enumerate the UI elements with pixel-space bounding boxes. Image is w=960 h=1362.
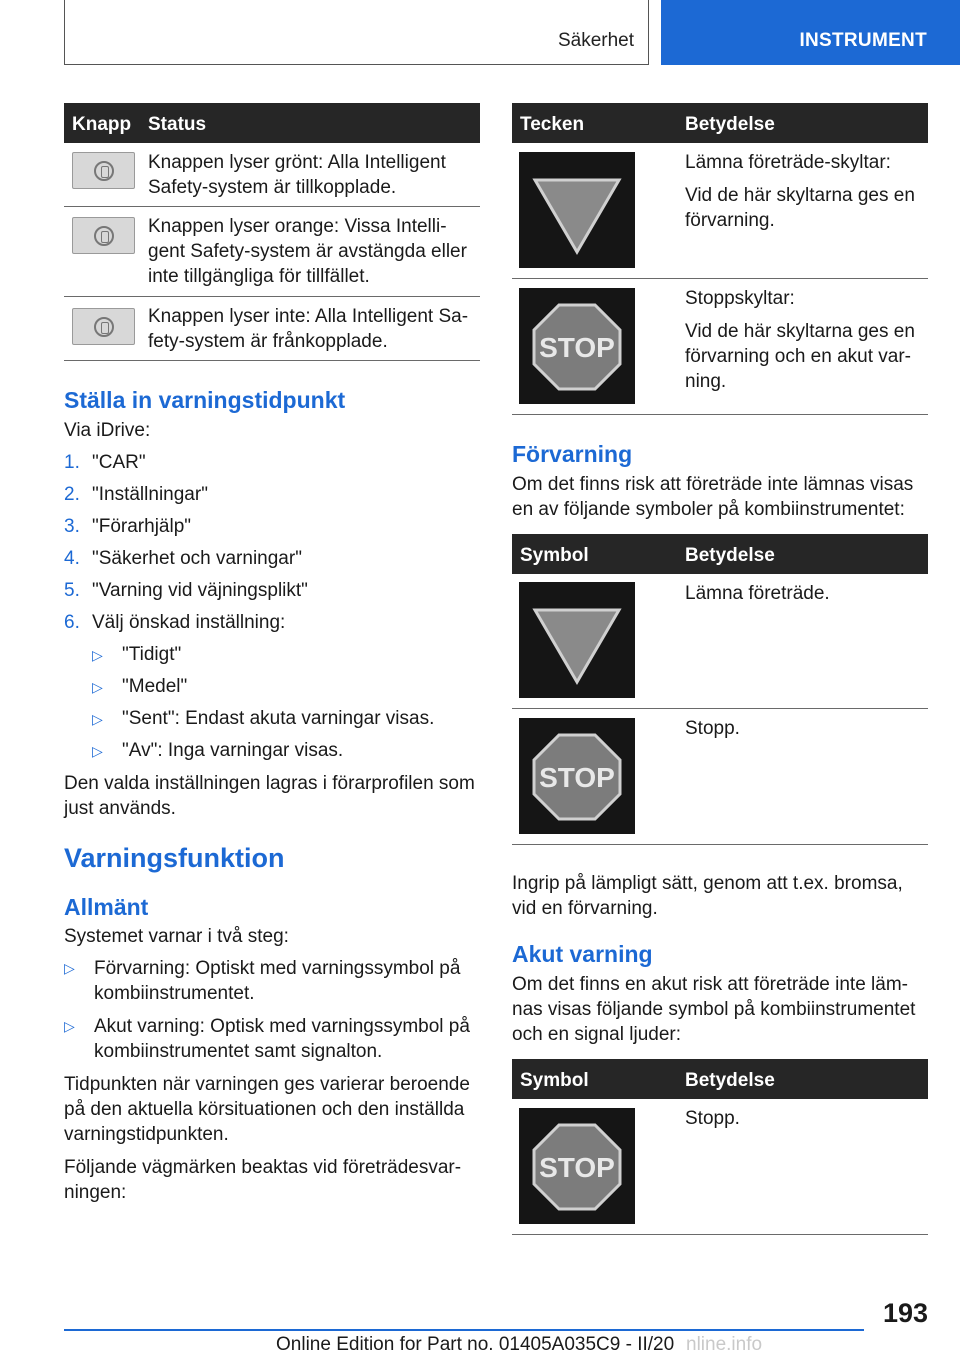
list-item: 6. Välj önskad inställning: xyxy=(64,612,286,633)
footer-edition: Online Edition for Part no. 01405A035C9 - II/20 xyxy=(276,1334,675,1355)
table-row xyxy=(64,143,480,207)
svg-text:STOP: STOP xyxy=(539,762,615,793)
stop-sign-icon xyxy=(519,1108,635,1224)
table-row xyxy=(512,709,928,845)
left-column xyxy=(64,103,480,1205)
function-para-2: Följande vägmärken beaktas vid företrädesvar-ningen: xyxy=(64,1157,462,1203)
table-col-meaning: Betydelse xyxy=(685,1070,775,1091)
table-col-symbol: Symbol xyxy=(520,1070,589,1091)
list-item: 5. "Varning vid väjningsplikt" xyxy=(64,580,308,601)
intelligent-safety-button-icon xyxy=(72,152,135,189)
prewarning-after: Ingrip på lämpligt sätt, genom att t.ex. bromsa, vid en förvarning. xyxy=(512,873,903,919)
table-row xyxy=(512,1099,928,1235)
list-item: 1. "CAR" xyxy=(64,452,146,473)
table-col-meaning: Betydelse xyxy=(685,114,775,135)
row-status-text: Knappen lyser grönt: Alla Intelligent Safety-system är tillkopplade. xyxy=(148,152,446,198)
list-item: ▷ Förvarning: Optiskt med varningssymbol på kombiinstrumentet. xyxy=(64,958,461,1004)
acute-intro: Om det finns en akut risk att företräde inte läm-nas visas följande symbol på kombiinstrumentet och en signal ljuder: xyxy=(512,974,916,1045)
table-row xyxy=(64,207,480,297)
table-row xyxy=(512,143,928,279)
table-col-meaning: Betydelse xyxy=(685,545,775,566)
table-row xyxy=(512,279,928,415)
option-item: ▷ "Tidigt" xyxy=(92,644,182,665)
subsection-title-general: Allmänt xyxy=(64,894,149,920)
header-tab-label: INSTRUMENT xyxy=(799,30,927,51)
table-col-sign: Tecken xyxy=(520,114,585,135)
bullets-list xyxy=(64,956,480,1064)
list-item: 4. "Säkerhet och varningar" xyxy=(64,548,302,569)
yield-sign-icon xyxy=(519,152,635,268)
option-item: ▷ "Sent": Endast akuta varningar visas. xyxy=(92,708,435,729)
table-col-status: Status xyxy=(148,114,207,135)
option-item: ▷ "Av": Inga varningar visas. xyxy=(92,740,344,761)
list-item: 2. "Inställningar" xyxy=(64,484,208,505)
right-column xyxy=(512,103,928,1235)
meaning-cell: Stopp. xyxy=(685,718,740,739)
prewarning-table-header xyxy=(512,534,928,574)
footer-watermark: nline.info xyxy=(686,1334,763,1355)
row-status-text: Knappen lyser orange: Vissa Intelli-gent Safety-system är avstängda eller inte tillgängliga för tillfället. xyxy=(148,216,467,287)
table-col-symbol: Symbol xyxy=(520,545,589,566)
meaning-cell: Stopp. xyxy=(685,1108,740,1129)
table-row xyxy=(512,574,928,709)
section-title-function: Varningsfunktion xyxy=(64,843,285,873)
row-status-text: Knappen lyser inte: Alla Intelligent Sa-fety-system är frånkopplade. xyxy=(148,306,469,352)
header-tab[interactable] xyxy=(661,0,960,65)
footer-divider xyxy=(64,1329,864,1331)
yield-sign-icon xyxy=(519,582,635,698)
setting-intro: Via iDrive: xyxy=(64,420,151,441)
header-section-box xyxy=(64,0,649,65)
meaning-cell: Lämna företräde. xyxy=(685,583,830,604)
section-title-setting: Ställa in varningstidpunkt xyxy=(64,387,346,413)
steps-list xyxy=(64,450,480,770)
prewarning-intro: Om det finns risk att företräde inte lämnas visas en av följande symboler på kombiinstrumentet: xyxy=(512,474,914,520)
setting-note: Den valda inställningen lagras i förarprofilen som just används. xyxy=(64,773,475,819)
intelligent-safety-button-icon xyxy=(72,217,135,254)
header-section-label: Säkerhet xyxy=(557,30,634,51)
function-para-1: Tidpunkten när varningen ges varierar beroende på den aktuella körsituationen och den inställda varningstidpunkten. xyxy=(64,1074,470,1145)
section-title-acute: Akut varning xyxy=(512,941,653,967)
stop-sign-icon xyxy=(519,288,635,404)
function-intro: Systemet varnar i två steg: xyxy=(64,926,289,947)
page-number: 193 xyxy=(882,1298,928,1328)
meaning-cell: Lämna företräde-skyltar: Vid de här skyltarna ges en förvarning. xyxy=(685,152,915,231)
meaning-cell: Stoppskyltar: Vid de här skyltarna ges en förvarning och en akut var-ning. xyxy=(685,288,915,392)
stop-sign-icon xyxy=(519,718,635,834)
option-item: ▷ "Medel" xyxy=(92,676,188,697)
intelligent-safety-button-icon xyxy=(72,308,135,345)
acute-table-header xyxy=(512,1059,928,1099)
svg-text:STOP: STOP xyxy=(539,332,615,363)
list-item: ▷ Akut varning: Optisk med varningssymbol på kombiinstrumentet samt signalton. xyxy=(64,1016,470,1062)
list-item: 3. "Förarhjälp" xyxy=(64,516,192,537)
section-title-prewarning: Förvarning xyxy=(512,441,633,467)
table-col-button: Knapp xyxy=(72,114,132,135)
table-row xyxy=(64,297,480,361)
svg-text:STOP: STOP xyxy=(539,1152,615,1183)
button-table-header xyxy=(64,103,480,143)
signs-table-header xyxy=(512,103,928,143)
